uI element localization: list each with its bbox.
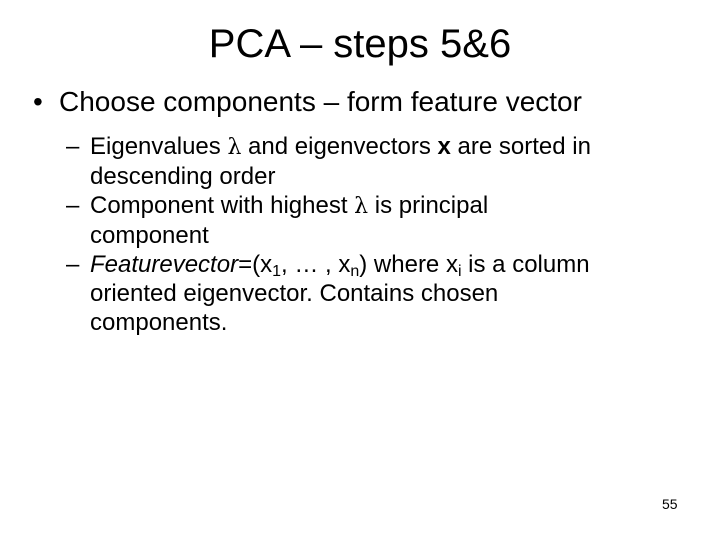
lambda-symbol: λ: [354, 194, 369, 219]
subscript-1: 1: [272, 263, 281, 280]
text-line: [90, 250, 690, 279]
sub-bullet-feature-vector: [66, 250, 690, 337]
lambda-symbol: λ: [227, 135, 242, 160]
text-run: Eigenvalues: [90, 133, 228, 160]
subscript-i: i: [457, 263, 462, 280]
text-run: is a column: [461, 251, 590, 278]
text-run: is principal: [368, 192, 489, 219]
sub-bullet-list: [66, 132, 690, 337]
text-run: =(x: [238, 251, 273, 278]
text-line: [90, 191, 690, 221]
bold-x: x: [437, 133, 451, 160]
dash-marker: –: [66, 251, 80, 278]
text-line: [90, 132, 690, 162]
main-bullet: [33, 84, 582, 120]
sub-bullet-eigenvalues-sorted: [66, 132, 690, 191]
main-bullet-text: Choose components – form feature vector: [59, 86, 582, 117]
sub-bullet-principal-component: [66, 191, 690, 250]
bullet-marker: •: [33, 86, 43, 117]
text-run: ) where x: [359, 251, 458, 278]
text-run: and eigenvectors: [241, 133, 438, 160]
text-line: components.: [90, 309, 228, 336]
text-line: oriented eigenvector. Contains chosen: [90, 280, 499, 307]
text-run: , … , x: [281, 251, 351, 278]
text-run: are sorted in: [450, 133, 591, 160]
dash-marker: –: [66, 133, 80, 160]
text-run: Component with highest: [90, 192, 355, 219]
text-line: descending order: [90, 163, 276, 190]
dash-marker: –: [66, 192, 80, 219]
subscript-n: n: [350, 263, 360, 280]
text-line: component: [90, 222, 209, 249]
slide-title: PCA – steps 5&6: [208, 22, 512, 66]
italic-featurevector: Featurevector: [90, 251, 239, 278]
page-number: 55: [662, 496, 678, 512]
